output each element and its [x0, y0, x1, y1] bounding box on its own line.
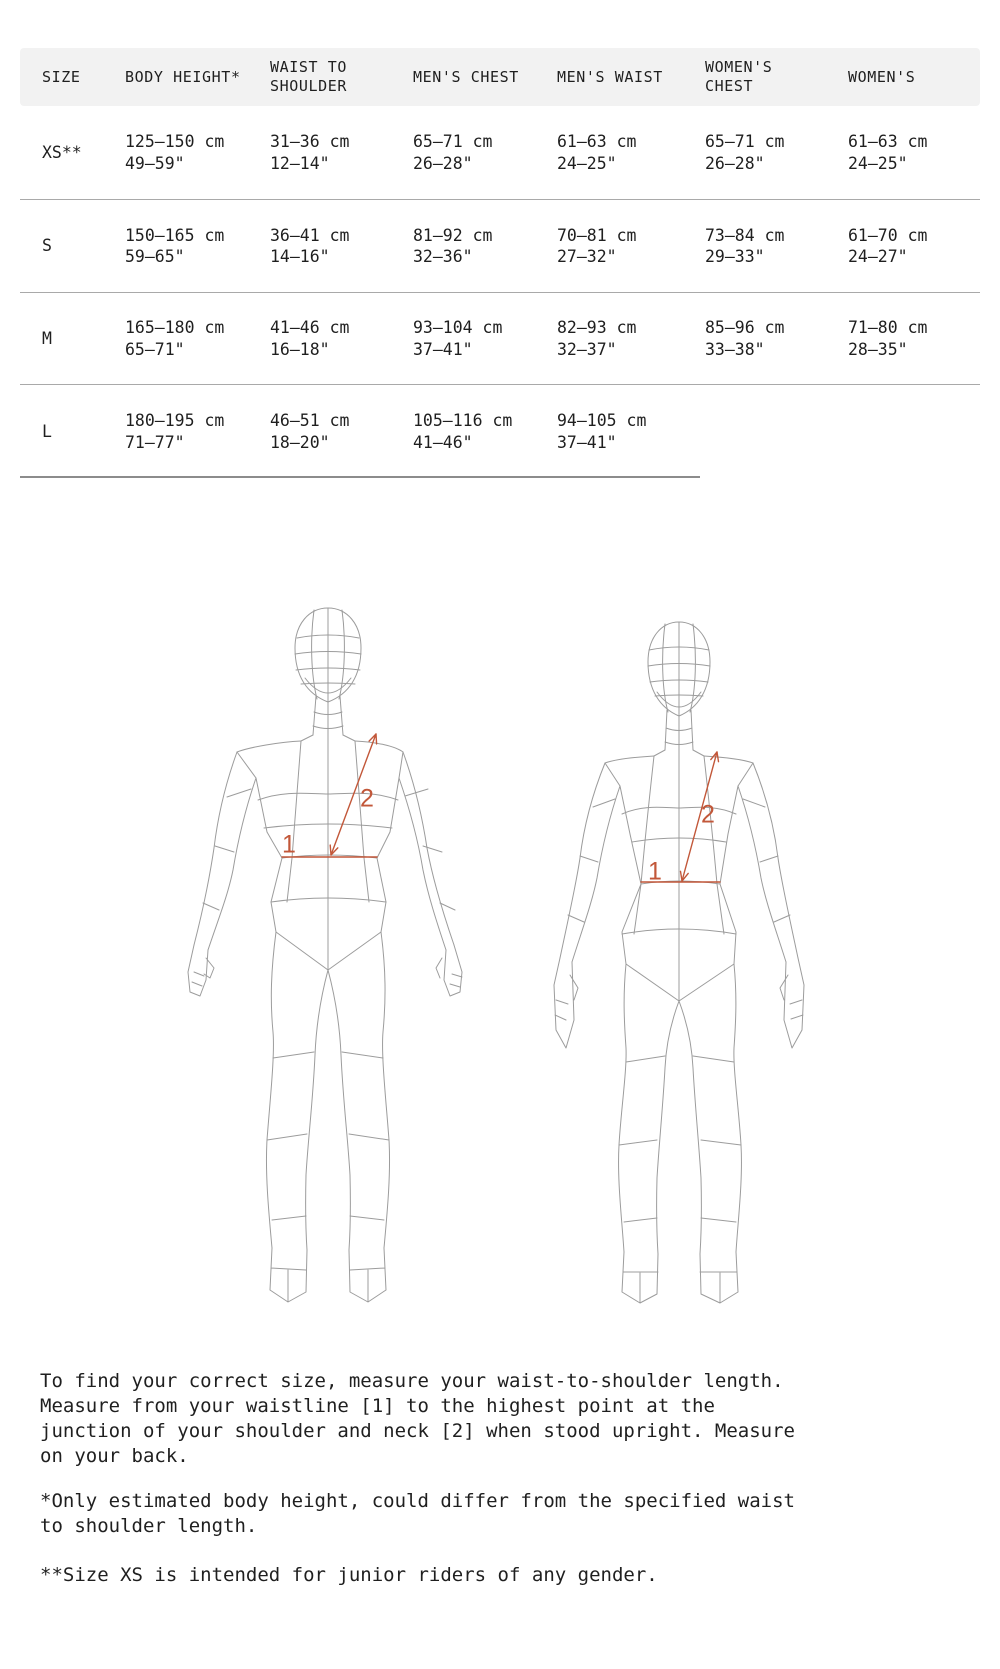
table-row-l	[20, 385, 980, 478]
cell-womens-waist: 61–70 cm 24–27"	[848, 225, 928, 266]
cell-womens-chest: 85–96 cm 33–38"	[705, 318, 785, 359]
size-label: L	[42, 421, 52, 441]
size-label: S	[42, 236, 52, 256]
column-header-body-height: BODY HEIGHT*	[125, 67, 241, 86]
size-label: M	[42, 328, 52, 348]
cell-waist-to-shoulder: 46–51 cm 18–20"	[270, 411, 350, 452]
cell-body-height: 150–165 cm 59–65"	[125, 225, 225, 266]
female-shoulder-label-2: 2	[701, 800, 715, 829]
column-header-mens-waist: MEN'S WAIST	[557, 67, 663, 86]
table-header-row	[20, 48, 980, 106]
male-figure-wireframe	[170, 600, 490, 1310]
table-row-s	[20, 200, 980, 293]
size-label: XS**	[42, 142, 82, 162]
column-header-size: SIZE	[42, 67, 81, 86]
male-shoulder-label-2: 2	[360, 784, 374, 813]
column-header-womens-chest: WOMEN'S CHEST	[705, 58, 773, 95]
cell-body-height: 180–195 cm 71–77"	[125, 411, 225, 452]
column-header-waist-to-shoulder: WAIST TO SHOULDER	[270, 58, 348, 95]
cell-mens-chest: 81–92 cm 32–36"	[413, 225, 493, 266]
table-row-xs	[20, 106, 980, 200]
cell-mens-chest: 93–104 cm 37–41"	[413, 318, 503, 359]
cell-womens-waist: 61–63 cm 24–25"	[848, 132, 928, 173]
note-how-to-measure: To find your correct size, measure your waist-to-shoulder length. Measure from your waistline [1] to the highest point at the junction of your shoulder and neck [2] when stood upright. Measure on your back.	[40, 1370, 795, 1467]
column-header-mens-chest: MEN'S CHEST	[413, 67, 519, 86]
cell-mens-chest: 105–116 cm 41–46"	[413, 411, 513, 452]
female-waist-label-1: 1	[648, 857, 662, 886]
cell-womens-chest: 65–71 cm 26–28"	[705, 132, 785, 173]
cell-mens-waist: 70–81 cm 27–32"	[557, 225, 637, 266]
cell-waist-to-shoulder: 41–46 cm 16–18"	[270, 318, 350, 359]
cell-womens-chest: 73–84 cm 29–33"	[705, 225, 785, 266]
table-row-m	[20, 293, 980, 385]
cell-womens-waist: 71–80 cm 28–35"	[848, 318, 928, 359]
size-chart-table	[20, 48, 980, 478]
cell-body-height: 165–180 cm 65–71"	[125, 318, 225, 359]
cell-mens-waist: 61–63 cm 24–25"	[557, 132, 637, 173]
cell-mens-waist: 82–93 cm 32–37"	[557, 318, 637, 359]
note-body-height-disclaimer: *Only estimated body height, could differ from the specified waist to shoulder length.	[40, 1490, 795, 1537]
cell-mens-waist: 94–105 cm 37–41"	[557, 411, 647, 452]
note-xs-junior: **Size XS is intended for junior riders of any gender.	[40, 1564, 658, 1586]
cell-waist-to-shoulder: 31–36 cm 12–14"	[270, 132, 350, 173]
male-waist-label-1: 1	[282, 830, 296, 859]
cell-mens-chest: 65–71 cm 26–28"	[413, 132, 493, 173]
column-header-womens-waist: WOMEN'S	[848, 67, 916, 86]
female-figure-wireframe	[510, 600, 830, 1310]
cell-waist-to-shoulder: 36–41 cm 14–16"	[270, 225, 350, 266]
table-bottom-divider	[20, 476, 700, 478]
cell-body-height: 125–150 cm 49–59"	[125, 132, 225, 173]
